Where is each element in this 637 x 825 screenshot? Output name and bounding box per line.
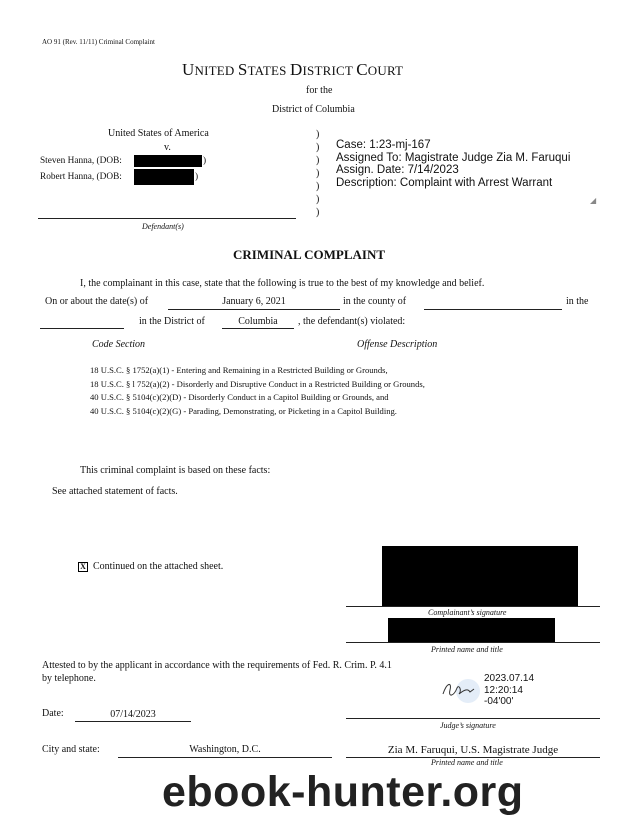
printed-name-label-2: Printed name and title	[431, 758, 503, 767]
redaction-complainant-name	[388, 618, 555, 642]
assign-date: Assign. Date: 7/14/2023	[336, 164, 459, 176]
facts-text: See attached statement of facts.	[52, 486, 178, 497]
defendant-1: Steven Hanna, (DOB:	[40, 156, 122, 166]
attested-text-2: by telephone.	[42, 673, 96, 684]
offense-item: 18 U.S.C. § l 752(a)(2) - Disorderly and Disruptive Conduct in a Restricted Building or Grounds,	[90, 378, 425, 389]
in-county-of: in the county of	[343, 296, 407, 307]
continued-text: Continued on the attached sheet.	[93, 561, 224, 572]
plaintiff: United States of America	[108, 128, 209, 139]
city-state-line	[118, 757, 332, 758]
complaint-heading: CRIMINAL COMPLAINT	[233, 247, 386, 262]
case-number: Case: 1:23-mj-167	[336, 139, 431, 151]
defendant-2: Robert Hanna, (DOB:	[40, 172, 122, 182]
judge-signature-label: Judge’s signature	[440, 721, 496, 730]
assigned-to: Assigned To: Magistrate Judge Zia M. Faruqui	[336, 151, 571, 164]
district-name: District of Columbia	[272, 104, 355, 115]
offense-item: 18 U.S.C. § 1752(a)(1) - Entering and Remaining in a Restricted Building or Grounds,	[90, 365, 388, 375]
for-the: for the	[306, 85, 333, 96]
watermark: ebook-hunter.org	[162, 768, 524, 816]
code-section-label: Code Section	[92, 339, 146, 350]
printed-name-line	[346, 642, 600, 643]
city-state-label: City and state:	[42, 744, 100, 755]
in-the: in the	[566, 296, 589, 307]
county-line	[424, 309, 562, 310]
court-title: UNITED STATES DISTRICT COURT	[182, 60, 404, 79]
complainant-signature-label: Complainant’s signature	[428, 608, 507, 617]
date-line	[168, 309, 340, 310]
defendant-2-close: )	[195, 172, 199, 182]
district-line	[222, 328, 294, 329]
based-on-text: This criminal complaint is based on these facts:	[80, 465, 271, 476]
defendant-1-close: )	[203, 156, 207, 166]
caption-parens: ) ) ) ) ) ) )	[316, 129, 320, 218]
date-value: January 6, 2021	[222, 296, 286, 307]
in-district-of: in the District of	[139, 316, 205, 327]
versus: v.	[164, 142, 171, 153]
violated-text: , the defendant(s) violated:	[298, 316, 406, 327]
judge-name: Zia M. Faruqui, U.S. Magistrate Judge	[387, 744, 559, 756]
on-or-about: On or about the date(s) of	[45, 296, 149, 307]
complainant-signature-line	[346, 606, 600, 607]
redaction-dob-2	[134, 169, 194, 185]
city-state-value: Washington, D.C.	[189, 744, 261, 755]
case-description: Description: Complaint with Arrest Warrant	[336, 176, 553, 189]
printed-name-label: Printed name and title	[431, 645, 503, 654]
judge-signature-line	[346, 718, 600, 719]
offenses-list	[90, 364, 425, 418]
date-label: Date:	[42, 708, 64, 719]
attested-text: Attested to by the applicant in accordance with the requirements of Fed. R. Crim. P. 4.1	[42, 660, 392, 671]
redaction-dob-1	[134, 155, 202, 167]
defendant-line	[38, 218, 296, 219]
resize-grip-icon: ◢	[590, 196, 597, 205]
judge-signature-mark	[440, 676, 482, 704]
redaction-complainant-signature	[382, 546, 578, 606]
offense-item: 40 U.S.C. § 5104(c)(2)(G) - Parading, Demonstrating, or Picketing in a Capitol Building.	[90, 405, 397, 416]
intro-text: I, the complainant in this case, state that the following is true to the best of my knowledge and belief.	[80, 278, 485, 289]
continued-checkbox[interactable]: X	[78, 562, 88, 572]
form-id: AO 91 (Rev. 11/11) Criminal Complaint	[42, 38, 155, 46]
blank-line	[40, 328, 124, 329]
offense-item: 40 U.S.C. § 5104(c)(2)(D) - Disorderly Conduct in a Capitol Building or Grounds, and	[90, 392, 389, 402]
defendants-label: Defendant(s)	[142, 222, 184, 231]
case-info	[336, 139, 570, 189]
district-value: Columbia	[238, 316, 278, 327]
digital-signature-stamp: 2023.07.14 12:20:14 -04'00'	[484, 673, 535, 707]
signed-date-value: 07/14/2023	[110, 709, 156, 720]
offense-description-label: Offense Description	[357, 339, 438, 350]
signed-date-line	[75, 721, 191, 722]
